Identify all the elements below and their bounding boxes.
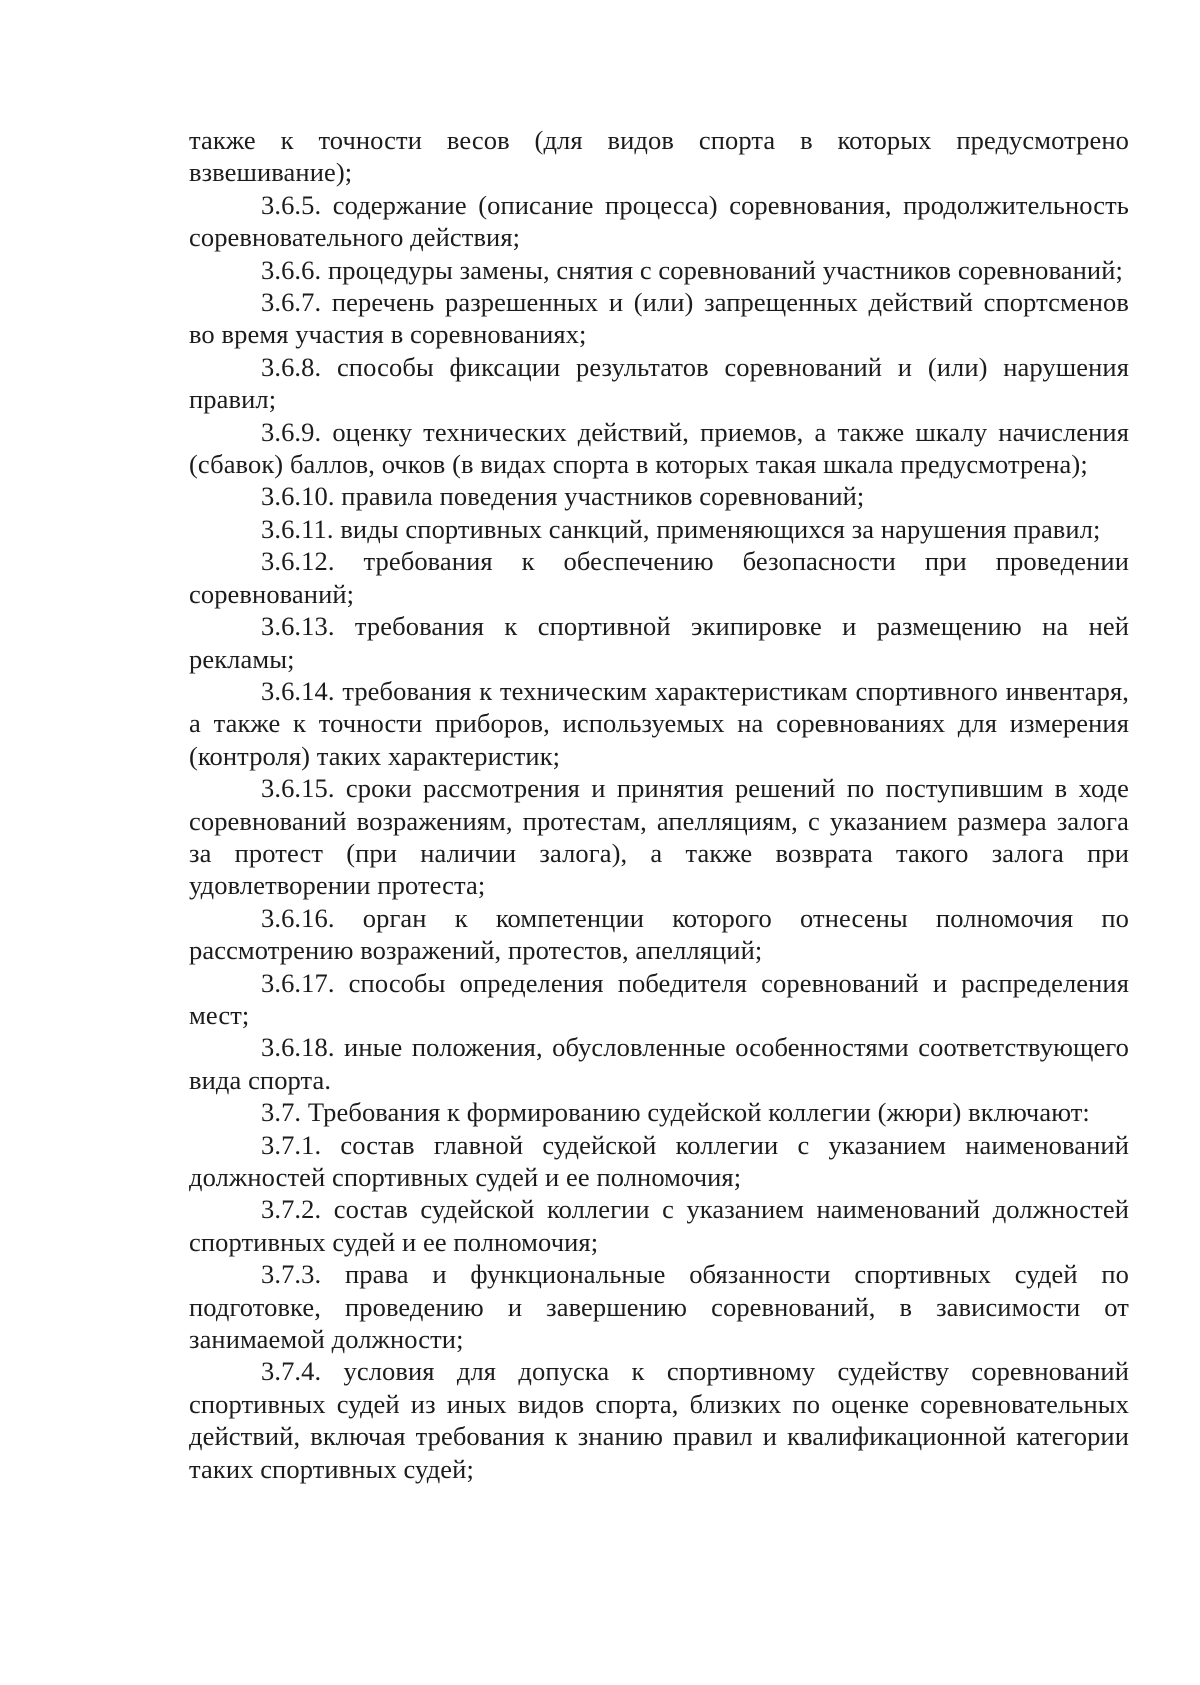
paragraph-3-6-9: 3.6.9. оценку технических действий, приемов, а также шкалу начисления (сбавок) баллов, очков (в видах спорта в которых такая шкала предусмотрена); [189, 416, 1129, 480]
paragraph-3-7-2: 3.7.2. состав судейской коллегии с указанием наименований должностей спортивных судей и ее полномочия; [189, 1194, 1129, 1257]
paragraph-3-6-15: 3.6.15. сроки рассмотрения и принятия решений по поступившим в ходе соревнований возражениям, протестам, апелляциям, с указанием размера залога за протест (при наличии залога), а также возврата такого залога при удовлетворении протеста; [189, 773, 1129, 901]
paragraph-3-6-14: 3.6.14. требования к техническим характеристикам спортивного инвентаря, а также к точности приборов, используемых на соревнованиях для измерения (контроля) таких характеристик; [189, 675, 1129, 771]
paragraph-3-7-3: 3.7.3. права и функциональные обязанности спортивных судей по подготовке, проведению и завершению соревнований, в зависимости от занимаемой должности; [189, 1259, 1129, 1355]
paragraph-3-7: 3.7. Требования к формированию судейской коллегии (жюри) включают: [261, 1097, 1090, 1128]
paragraph-3-6-5: 3.6.5. содержание (описание процесса) соревнования, продолжительность соревновательного действия; [189, 189, 1129, 253]
document-body [189, 124, 1129, 1485]
paragraph-3-6-11: 3.6.11. виды спортивных санкций, применяющихся за нарушения правил; [261, 513, 1101, 544]
paragraph-3-6-18: 3.6.18. иные положения, обусловленные особенностями соответствующего вида спорта. [189, 1032, 1129, 1095]
paragraph-3-6-12: 3.6.12. требования к обеспечению безопасности при проведении соревнований; [189, 546, 1129, 609]
paragraph-3-7-4: 3.7.4. условия для допуска к спортивному судейству соревнований спортивных судей из иных видов спорта, близких по оценке соревновательных действий, включая требования к знанию правил и квалификационной категории таких спортивных судей; [189, 1356, 1129, 1484]
paragraph-3-6-7: 3.6.7. перечень разрешенных и (или) запрещенных действий спортсменов во время участия в соревнованиях; [189, 287, 1129, 350]
paragraph-3-6-6: 3.6.6. процедуры замены, снятия с соревнований участников соревнований; [261, 254, 1123, 285]
paragraph-3-6-8: 3.6.8. способы фиксации результатов соревнований и (или) нарушения правил; [189, 351, 1129, 415]
paragraph-3-6-10: 3.6.10. правила поведения участников соревнований; [261, 481, 865, 512]
paragraph-3-6-16: 3.6.16. орган к компетенции которого отнесены полномочия по рассмотрению возражений, протестов, апелляций; [189, 902, 1129, 966]
paragraph-3-6-17: 3.6.17. способы определения победителя соревнований и распределения мест; [189, 967, 1129, 1030]
paragraph-continuation: также к точности весов (для видов спорта в которых предусмотрено взвешивание); [189, 125, 1129, 188]
paragraph-3-7-1: 3.7.1. состав главной судейской коллегии с указанием наименований должностей спортивных судей и ее полномочия; [189, 1129, 1129, 1192]
paragraph-3-6-13: 3.6.13. требования к спортивной экипировке и размещению на ней рекламы; [189, 611, 1129, 674]
